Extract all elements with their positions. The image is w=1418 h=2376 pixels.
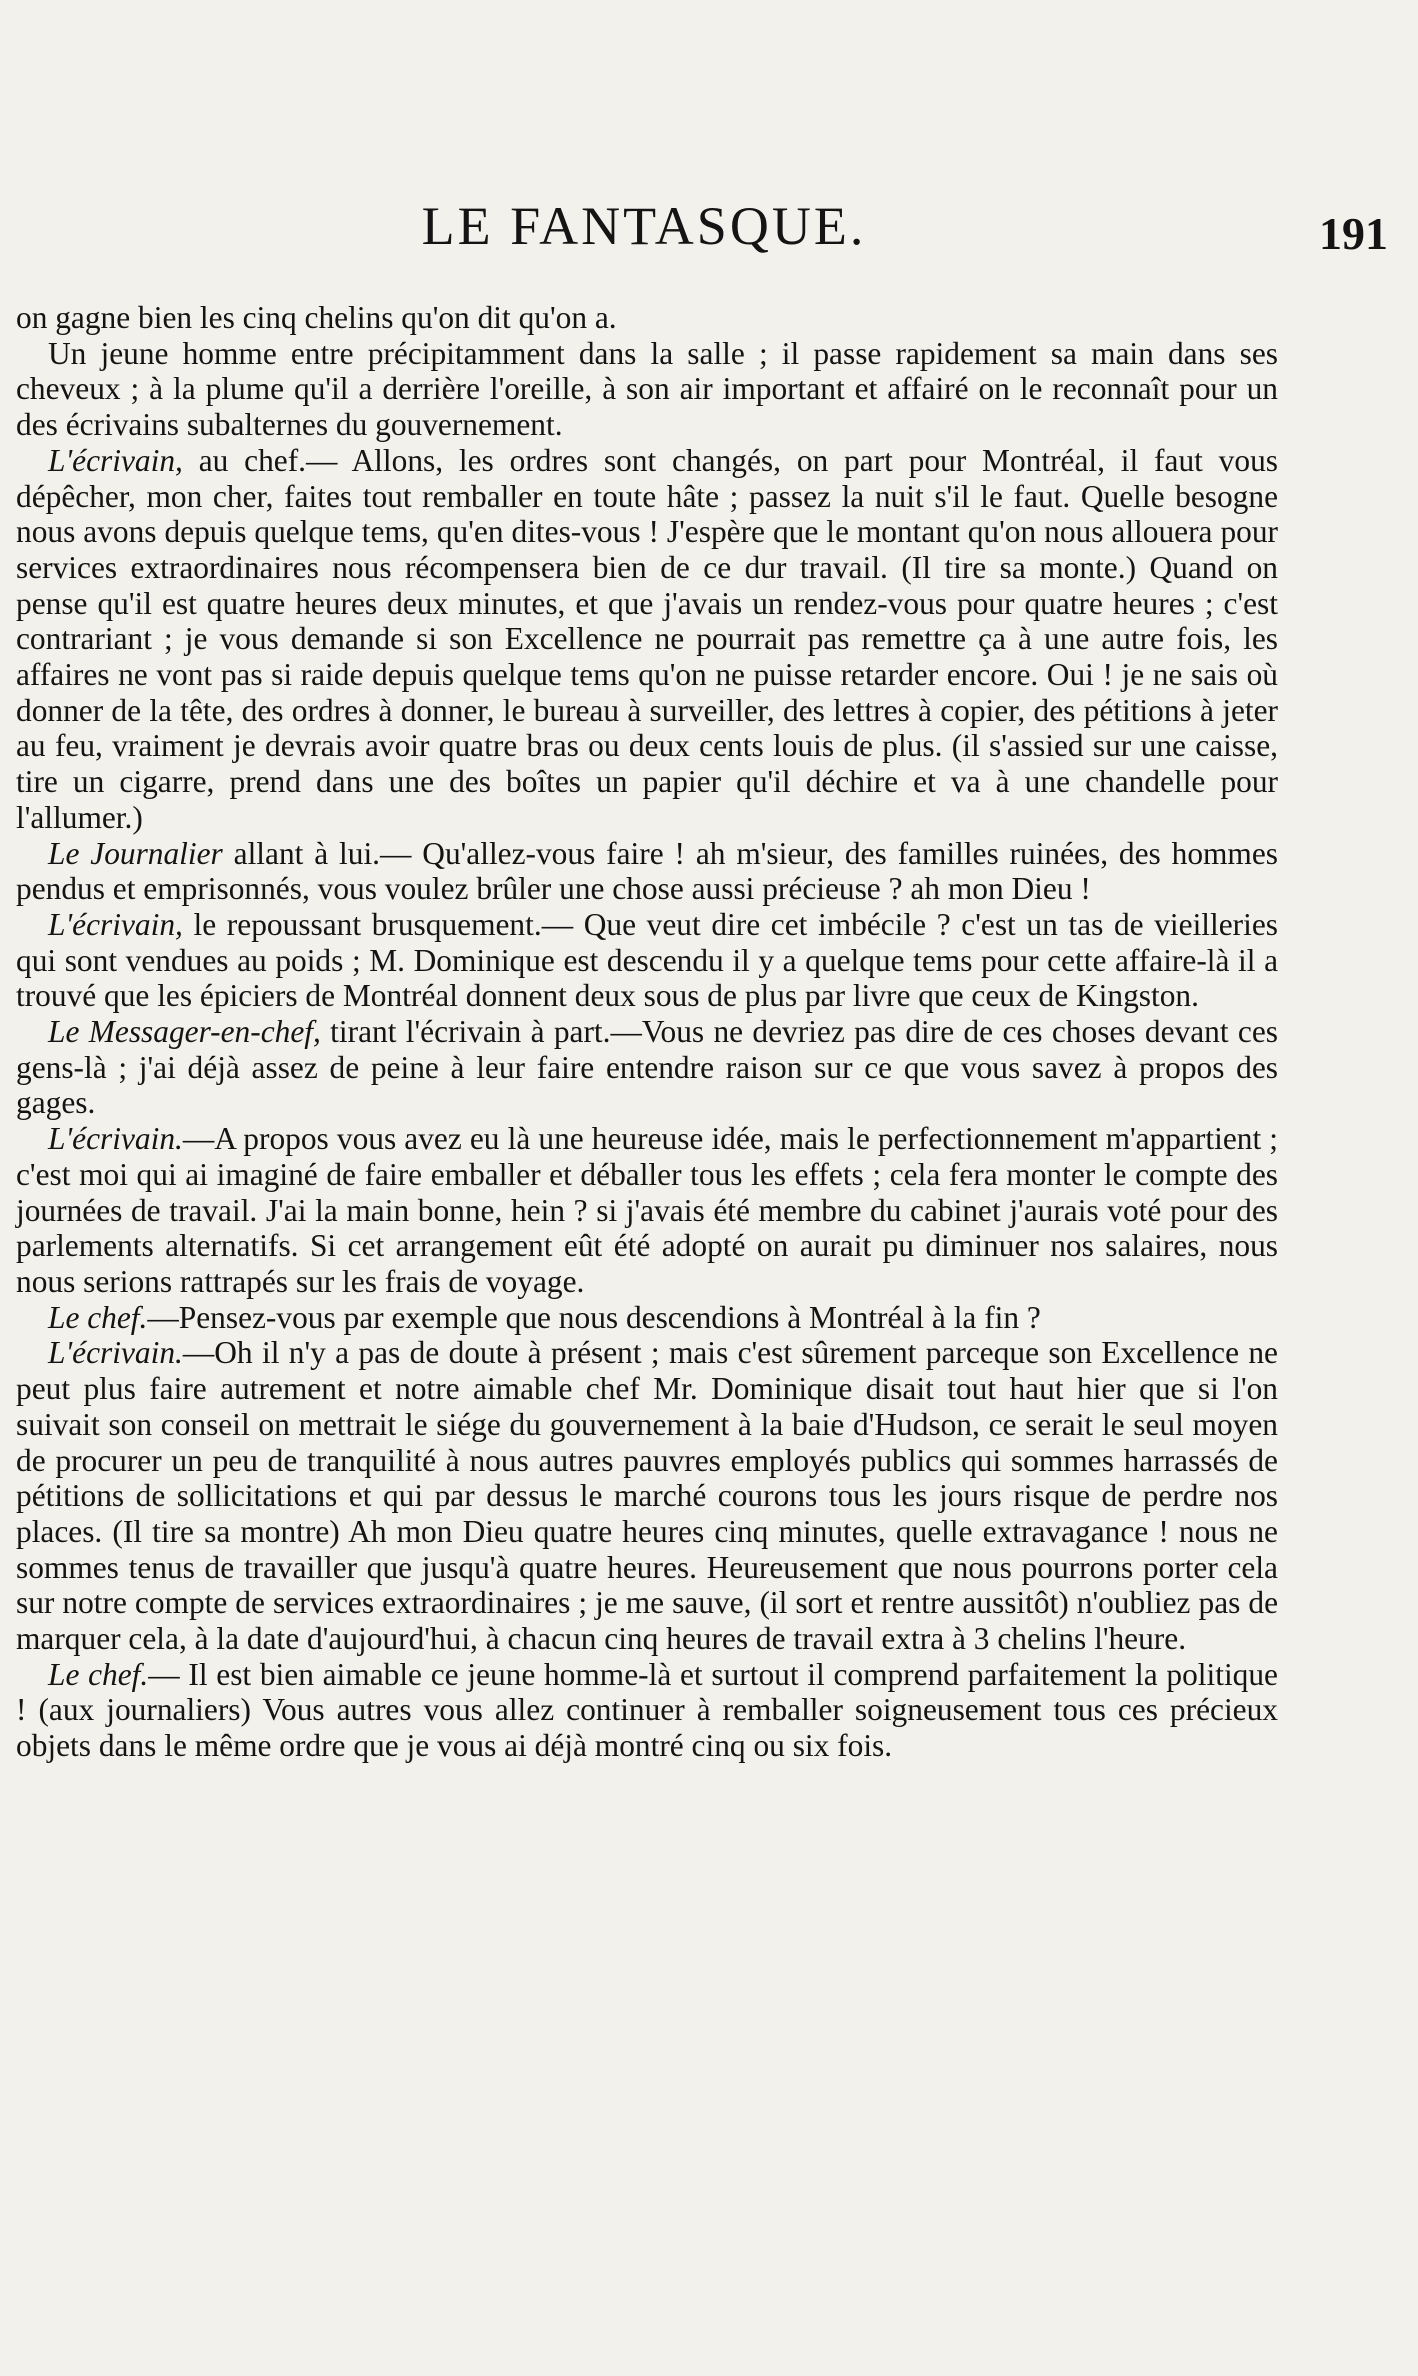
paragraph — [16, 1014, 1278, 1121]
paragraph — [16, 1657, 1278, 1764]
speaker: L'écrivain, — [48, 906, 183, 942]
paragraph — [16, 336, 1278, 443]
paragraph — [16, 300, 1278, 336]
paragraph-text: le repoussant brusquement.— Que veut dire cet imbécile ? c'est un tas de vieilleries qui sont vendues au poids ; M. Dominique est descendu il y a quelque tems pour cette affaire-là il a trouvé que les épiciers de Montréal donnent deux sous de plus par livre que ceux de Kingston. — [16, 906, 1278, 1014]
paragraph-text: —Oh il n'y a pas de doute à présent ; mais c'est sûrement parceque son Excellence ne peut plus faire autrement et notre aimable chef Mr. Dominique disait tout haut hier que si l'on suivait son conseil on mettrait le siége du gouvernement à la baie d'Hudson, ce serait le seul moyen de procurer un peu de tranquilité à nous autres pauvres employés publics qui sommes harrassés de pétitions de sollicitations et qui par dessus le marché courons tous les jours risque de perdre nos places. (Il tire sa montre) Ah mon Dieu quatre heures cinq minutes, quelle extravagance ! nous ne sommes tenus de travailler que jusqu'à quatre heures. Heureusement que nous pourrons porter cela sur notre compte de services extraordinaires ; je me sauve, (il sort et rentre aussitôt) n'oubliez pas de marquer cela, à la date d'aujourd'hui, à chacun cinq heures de travail extra à 3 chelins l'heure. — [16, 1335, 1278, 1657]
speaker: Le chef. — [48, 1299, 148, 1335]
paragraph-text: on gagne bien les cinq chelins qu'on dit qu'on a. — [16, 300, 617, 335]
paragraph — [16, 907, 1278, 1014]
speaker: L'écrivain. — [48, 1121, 183, 1157]
paragraph-text: — Il est bien aimable ce jeune homme-là et surtout il comprend parfaitement la politique ! (aux journaliers) Vous autres vous allez continuer à remballer soigneusement tous ces précieux objets dans le même ordre que je vous ai déjà montré cinq ou six fois. — [16, 1656, 1278, 1764]
paragraph-text: tirant l'écrivain à part.—Vous ne devriez pas dire de ces choses devant ces gens-là ; j'ai déjà assez de peine à leur faire entendre raison sur ce que vous savez à propos des gages. — [16, 1014, 1279, 1121]
speaker: Le Journalier — [48, 835, 223, 871]
page-header — [20, 195, 1388, 275]
speaker: L'écrivain. — [48, 1335, 183, 1371]
paragraph-text: Un jeune homme entre précipitamment dans la salle ; il passe rapidement sa main dans ses cheveux ; à la plume qu'il a derrière l'oreille, à son air important et affairé on le reconnaît pour un des écrivains subalternes du gouvernement. — [16, 335, 1278, 443]
speaker: Le Messager-en-chef, — [48, 1014, 321, 1050]
speaker: Le chef. — [48, 1656, 149, 1692]
page-number: 191 — [1319, 208, 1388, 259]
paragraph — [16, 1121, 1278, 1300]
paragraph — [16, 1335, 1278, 1656]
paragraph-text: allant à lui.— Qu'allez-vous faire ! ah m'sieur, des familles ruinées, des hommes pendus et emprisonnés, vous voulez brûler une chose aussi précieuse ? ah mon Dieu ! — [16, 835, 1278, 907]
paragraph-text: —Pensez-vous par exemple que nous descendions à Montréal à la fin ? — [147, 1299, 1041, 1335]
paragraph-text: —A propos vous avez eu là une heureuse idée, mais le perfectionnement m'appartient ; c'est moi qui ai imaginé de faire emballer et déballer tous les effets ; cela fera monter le compte des journées de travail. J'ai la main bonne, hein ? si j'avais été membre du cabinet j'aurais voté pour des parlements alternatifs. Si cet arrangement eût été adopté on aurait pu diminuer nos salaires, nous nous serions rattrapés sur les frais de voyage. — [16, 1121, 1278, 1299]
paragraph — [16, 1300, 1278, 1336]
speaker: L'écrivain, — [48, 442, 183, 478]
paragraph — [16, 836, 1278, 907]
running-title: LE FANTASQUE. — [421, 196, 867, 256]
paragraph — [16, 443, 1278, 836]
paragraph-text: au chef.— Allons, les ordres sont changés, on part pour Montréal, il faut vous dépêcher, mon cher, faites tout remballer en toute hâte ; passez la nuit s'il le faut. Quelle besogne nous avons depuis quelque tems, qu'en dites-vous ! J'espère que le montant qu'on nous allouera pour services extraordinaires nous récompensera bien de ce dur travail. (Il tire sa monte.) Quand on pense qu'il est quatre heures deux minutes, et que j'avais un rendez-vous pour quatre heures ; c'est contrariant ; je vous demande si son Excellence ne pourrait pas remettre ça à une autre fois, les affaires ne vont pas si raide depuis quelque tems qu'on ne puisse retarder encore. Oui ! je ne sais où donner de la tête, des ordres à donner, le bureau à surveiller, des lettres à copier, des pétitions à jeter au feu, vraiment je devrais avoir quatre bras ou deux cents louis de plus. (il s'assied sur une caisse, tire un cigarre, prend dans une des boîtes un papier qu'il déchire et va à une chandelle pour l'allumer.) — [16, 442, 1278, 835]
page-body — [16, 300, 1278, 1764]
